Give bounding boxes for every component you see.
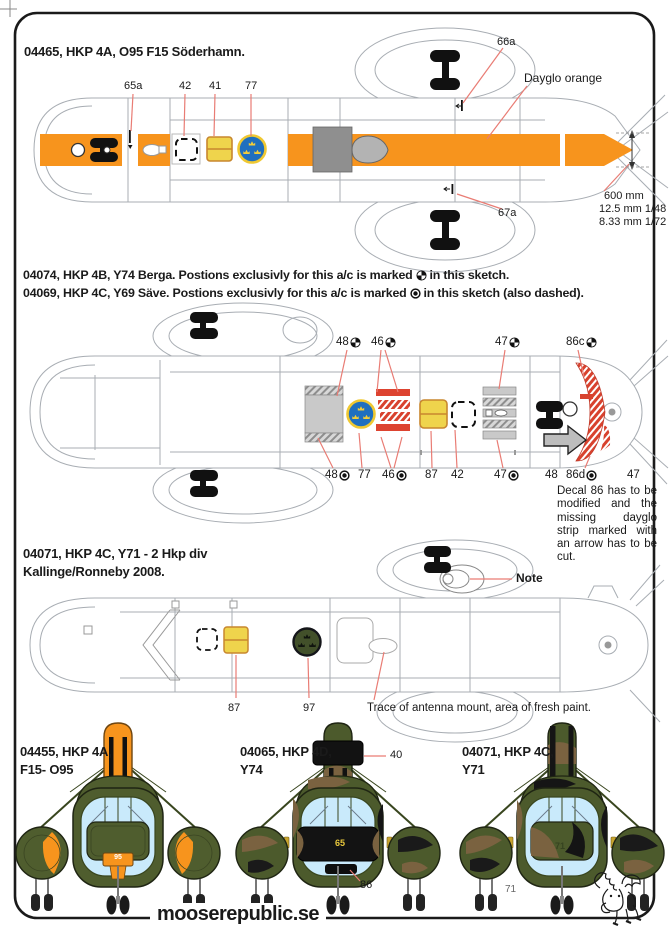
s4-heli2-title-line1: 04065, HKP 4D,: [240, 744, 332, 759]
s4-heli2-title-line2: Y74: [240, 762, 263, 777]
s2-bottom-callout-77: 77: [358, 469, 371, 481]
s3-callout-97: 97: [303, 702, 316, 714]
cg-quartered-circle-icon: [416, 270, 427, 281]
s2-top-callout-86c: 86c: [566, 336, 597, 348]
s4-heli3-title-line1: 04071, HKP 4C,: [462, 744, 554, 759]
s2-bottom-callout-42: 42: [451, 469, 464, 481]
s3-trace-note: Trace of antenna mount, area of fresh paint.: [367, 702, 591, 714]
s2-bottom-callout-87: 87: [425, 469, 438, 481]
s2-top-callout-47: 47: [495, 336, 520, 348]
s2-bottom-callout-47b: 47: [627, 469, 640, 481]
cg-quartered-circle-icon: [586, 337, 597, 348]
s2-bottom-callout-48: 48: [325, 469, 350, 481]
bullseye-icon: [410, 288, 421, 299]
s4-heli1-nose-code: 95: [114, 854, 122, 861]
s2-bottom-callout-86d: 86d: [566, 469, 597, 481]
s2-title-hkp4b: [23, 268, 509, 282]
cg-quartered-circle-icon: [385, 337, 396, 348]
s3-note-label: Note: [516, 571, 543, 585]
s3-callout-87: 87: [228, 702, 241, 714]
s1-dim-1-48: 12.5 mm 1/48: [599, 203, 667, 215]
bullseye-icon: [339, 470, 350, 481]
cg-quartered-circle-icon: [509, 337, 520, 348]
s1-title: 04465, HKP 4A, O95 F15 Söderhamn.: [24, 44, 245, 59]
s1-callout-66a: 66a: [497, 36, 516, 48]
brand-url: mooserepublic.se: [150, 903, 326, 926]
s2-title-hkp4c: [23, 286, 584, 300]
s4-heli1-title-line1: 04455, HKP 4A,: [20, 744, 112, 759]
s3-title-line1: 04071, HKP 4C, Y71 - 2 Hkp div: [23, 546, 208, 561]
s2-bottom-callout-48b: 48: [545, 469, 558, 481]
s1-dayglo-label: Dayglo orange: [524, 71, 603, 85]
s4-heli2-nose-code: 65: [334, 838, 345, 848]
bullseye-icon: [508, 470, 519, 481]
s2-decal86-note: Decal 86 has to be modified and the missing dayglo strip marked with an arrow has to be cut.: [557, 485, 657, 564]
s2-bottom-callout-46: 46: [382, 469, 407, 481]
s1-callout-41: 41: [209, 80, 222, 92]
s4-heli3-title-line2: Y71: [462, 762, 485, 777]
bullseye-icon: [396, 470, 407, 481]
s1-callout-65a: 65a: [124, 80, 143, 92]
s1-dim-600mm: 600 mm: [604, 190, 644, 202]
s2-title-hkp4b-post: in this sketch.: [429, 268, 510, 282]
crop-mark: [0, 0, 17, 17]
s4-callout-40: 40: [390, 749, 403, 761]
s4-heli3-gear-code: 71: [505, 884, 517, 895]
s1-callout-77: 77: [245, 80, 258, 92]
s1-dim-1-72: 8.33 mm 1/72: [599, 216, 667, 228]
s1-callout-67a: 67a: [498, 207, 517, 219]
s4-heli1-title-line2: F15- O95: [20, 762, 74, 777]
cg-quartered-circle-icon: [350, 337, 361, 348]
s2-title-hkp4c-pre: 04069, HKP 4C, Y69 Säve. Postions exclusivly for this a/c is marked: [23, 286, 407, 300]
s1-callout-42: 42: [179, 80, 192, 92]
s2-bottom-callout-47: 47: [494, 469, 519, 481]
s2-title-hkp4b-pre: 04074, HKP 4B, Y74 Berga. Postions exclusivly for this a/c is marked: [23, 268, 413, 282]
s4-heli3-nose-code: 71: [554, 841, 565, 851]
s2-title-hkp4c-post: in this sketch (also dashed).: [423, 286, 584, 300]
s2-top-callout-48: 48: [336, 336, 361, 348]
s3-title-line2: Kallinge/Ronneby 2008.: [23, 564, 165, 579]
bullseye-icon: [586, 470, 597, 481]
s2-top-callout-46: 46: [371, 336, 396, 348]
s4-callout-86: 86: [360, 879, 373, 891]
